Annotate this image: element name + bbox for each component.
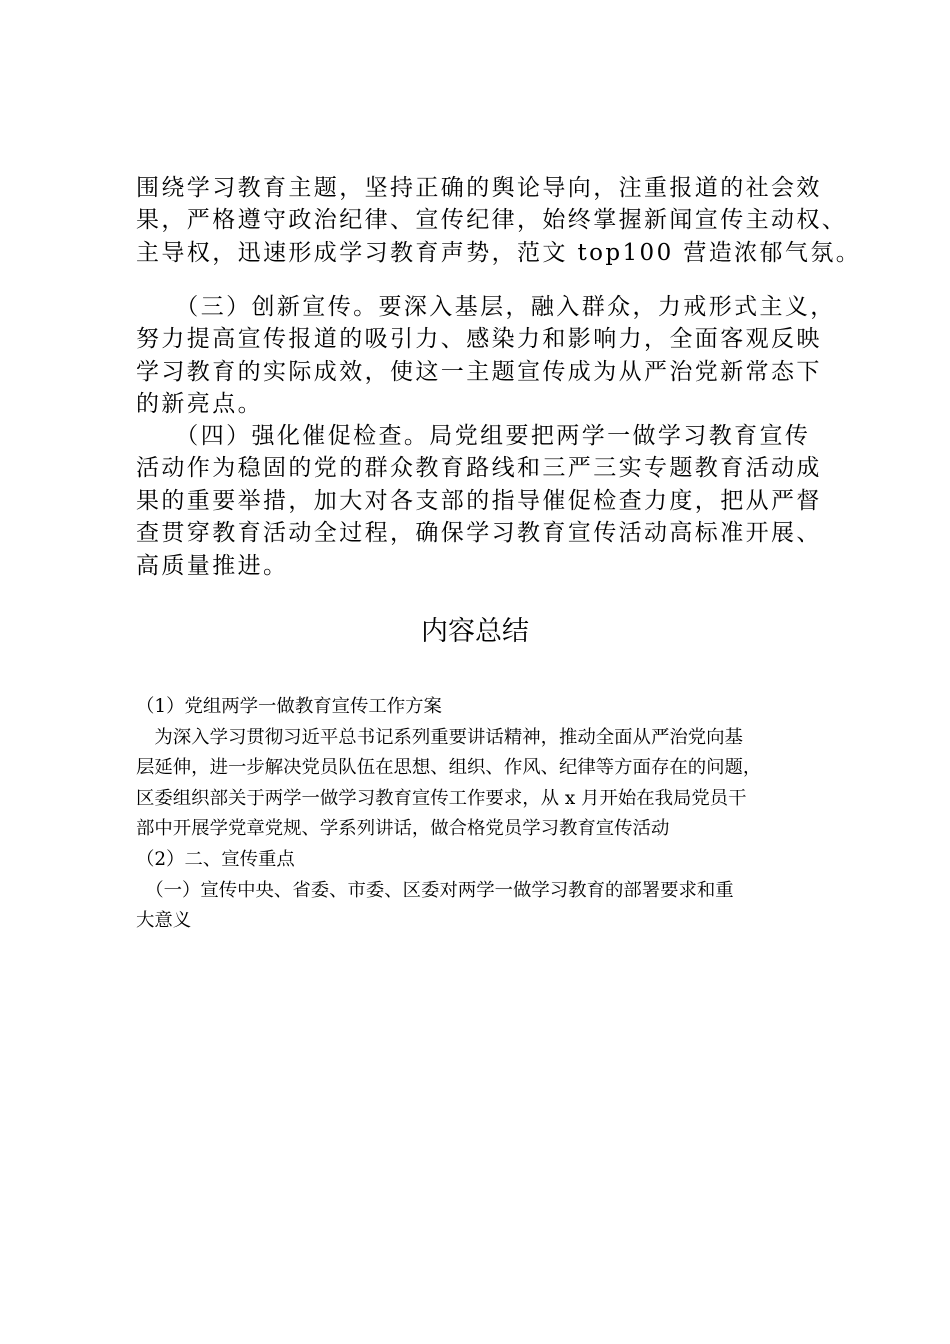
text-line: 主导权，迅速形成学习教育声势，范文 top100 营造浓郁气氛。 xyxy=(136,239,862,266)
summary-line: 大意义 xyxy=(136,910,192,932)
text-line: 高质量推进。 xyxy=(136,552,289,579)
text-line: 努力提高宣传报道的吸引力、感染力和影响力，全面客观反映 xyxy=(136,326,822,353)
text-line: 的新亮点。 xyxy=(136,391,263,418)
text-line: 学习教育的实际成效，使这一主题宣传成为从严治党新常态下 xyxy=(136,358,822,385)
text-line: 围绕学习教育主题，坚持正确的舆论导向，注重报道的社会效 xyxy=(136,175,822,201)
body-paragraph-3 xyxy=(136,420,836,582)
summary-line: 为深入学习贯彻习近平总书记系列重要讲话精神，推动全面从严治党向基 xyxy=(136,726,743,748)
text-line: （四）强化催促检查。局党组要把两学一做学习教育宣传 xyxy=(136,423,811,449)
summary-line: （2）二、宣传重点 xyxy=(136,848,295,870)
summary-line: （1）党组两学一做教育宣传工作方案 xyxy=(136,696,442,717)
summary-line: 部中开展学党章党规、学系列讲话，做合格党员学习教育宣传活动 xyxy=(136,818,670,840)
text-line: 果，严格遵守政治纪律、宣传纪律，始终掌握新闻宣传主动权、 xyxy=(136,207,848,234)
summary-line: 区委组织部关于两学一做学习教育宣传工作要求，从 x 月开始在我局党员干 xyxy=(136,787,747,809)
text-line: 活动作为稳固的党的群众教育路线和三严三实专题教育活动成 xyxy=(136,455,822,482)
text-line: 果的重要举措，加大对各支部的指导催促检查力度，把从严督 xyxy=(136,487,822,514)
summary-line: 层延伸，进一步解决党员队伍在思想、组织、作风、纪律等方面存在的问题， xyxy=(136,757,762,779)
body-paragraph-1 xyxy=(136,172,862,269)
body-paragraph-2 xyxy=(136,291,836,421)
summary-line: （一）宣传中央、省委、市委、区委对两学一做学习教育的部署要求和重 xyxy=(136,879,734,901)
summary-body xyxy=(136,692,836,937)
summary-title: 内容总结 xyxy=(421,616,529,647)
text-line: （三）创新宣传。要深入基层，融入群众，力戒形式主义， xyxy=(136,294,836,320)
text-line: 查贯穿教育活动全过程，确保学习教育宣传活动高标准开展、 xyxy=(136,520,822,547)
